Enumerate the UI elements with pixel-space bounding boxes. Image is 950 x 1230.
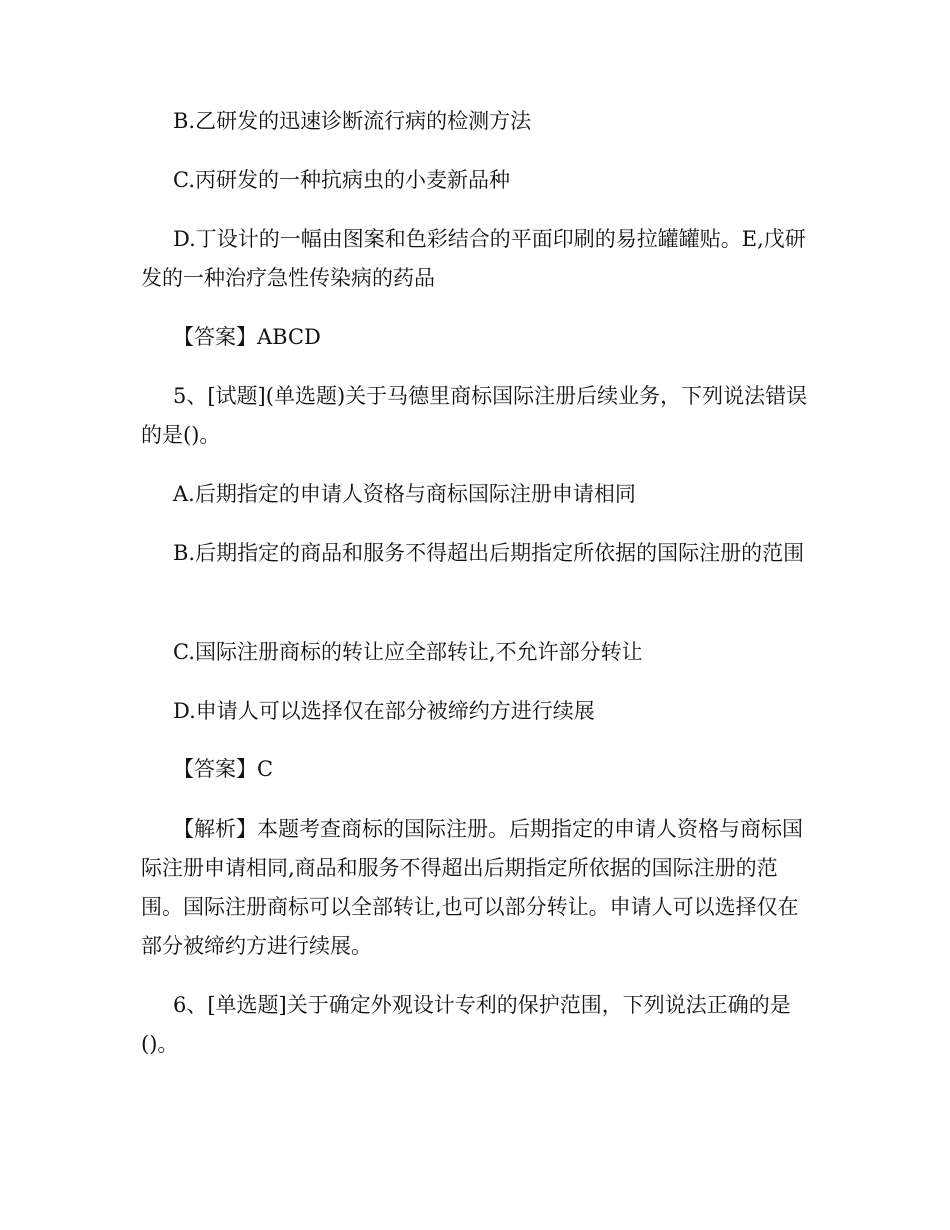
question-5-paragraph: 5、[试题](单选题)关于马德里商标国际注册后续业务，下列说法错误的是()。 xyxy=(141,384,808,447)
q5-option-b-paragraph: B.后期指定的商品和服务不得超出后期指定所依据的国际注册的范围 xyxy=(173,541,805,565)
option-d-paragraph: D.丁设计的一幅由图案和色彩结合的平面印刷的易拉罐罐贴。E,戊研发的一种治疗急性传染病的药品 xyxy=(141,227,806,290)
q5-option-a-paragraph: A.后期指定的申请人资格与商标国际注册申请相同 xyxy=(173,482,636,506)
question-6-paragraph: 6、[单选题]关于确定外观设计专利的保护范围，下列说法正确的是()。 xyxy=(141,993,791,1056)
q5-option-c-paragraph: C.国际注册商标的转让应全部转让,不允许部分转让 xyxy=(173,640,643,664)
q5-explanation-paragraph: 【解析】本题考查商标的国际注册。后期指定的申请人资格与商标国际注册申请相同,商品和服务不得超出后期指定所依据的国际注册的范围。国际注册商标可以全部转让,也可以部分转让。申请人可以选择仅在部分被缔约方进行续展。 xyxy=(141,817,803,958)
option-c-paragraph: C.丙研发的一种抗病虫的小麦新品种 xyxy=(173,168,510,192)
option-b-paragraph: B.乙研发的迅速诊断流行病的检测方法 xyxy=(173,109,532,133)
q5-option-d-paragraph: D.申请人可以选择仅在部分被缔约方进行续展 xyxy=(173,699,595,723)
q5-answer-paragraph: 【答案】C xyxy=(173,757,274,781)
answer-paragraph: 【答案】ABCD xyxy=(173,325,321,349)
